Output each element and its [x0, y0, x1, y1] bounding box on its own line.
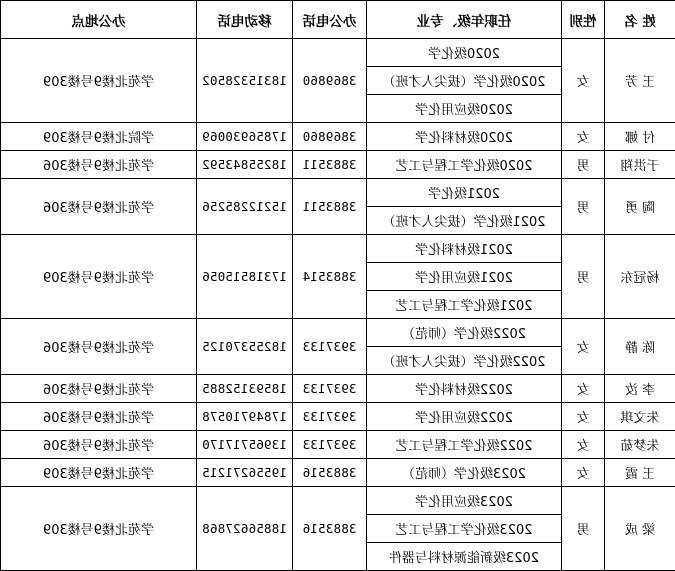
staff-mobile-phone: 17849710578	[197, 403, 293, 431]
header-major: 任职年级、专业	[367, 1, 562, 39]
staff-mobile-phone: 18593152885	[197, 375, 293, 403]
header-name: 姓 名	[605, 1, 675, 39]
table-row	[1, 319, 675, 347]
table-row	[1, 375, 675, 403]
header-mobile-phone: 移动电话	[197, 1, 293, 39]
table-row	[1, 459, 675, 487]
staff-gender: 男	[562, 179, 605, 235]
staff-gender: 女	[562, 123, 605, 151]
staff-office-location: 学苑北楼9号楼306	[1, 375, 197, 403]
staff-gender: 女	[562, 319, 605, 375]
staff-major: 2022级化学（拔尖人才班）	[367, 347, 562, 375]
staff-office-phone: 3937133	[293, 403, 367, 431]
staff-mobile-phone: 13965717170	[197, 431, 293, 459]
staff-gender: 女	[562, 375, 605, 403]
staff-office-phone: 3883516	[293, 487, 367, 571]
table-body	[1, 39, 675, 571]
staff-office-location: 学苑北楼9号楼306	[1, 403, 197, 431]
staff-name: 王 芳	[605, 39, 675, 123]
staff-name: 王 霞	[605, 459, 675, 487]
staff-name: 朱梦茹	[605, 431, 675, 459]
staff-office-location: 学苑北楼9号楼309	[1, 459, 197, 487]
staff-mobile-phone: 15212285256	[197, 179, 293, 235]
staff-gender: 男	[562, 151, 605, 179]
staff-gender: 男	[562, 487, 605, 571]
staff-office-phone: 3883511	[293, 151, 367, 179]
staff-major: 2021级化学工程与工艺	[367, 291, 562, 319]
staff-major: 2022级应用化学	[367, 403, 562, 431]
staff-major: 2022级材料化学	[367, 375, 562, 403]
table-row	[1, 123, 675, 151]
staff-office-location: 学苑北楼9号楼306	[1, 431, 197, 459]
staff-office-location: 学苑北楼9号楼309	[1, 487, 197, 571]
staff-office-phone: 3883514	[293, 235, 367, 319]
table-row	[1, 39, 675, 67]
staff-name: 陈 静	[605, 319, 675, 375]
staff-mobile-phone: 18315328502	[197, 39, 293, 123]
staff-name: 陶 勇	[605, 179, 675, 235]
staff-office-phone: 3937133	[293, 319, 367, 375]
staff-gender: 女	[562, 39, 605, 123]
staff-gender: 女	[562, 403, 605, 431]
staff-major: 2021级化学	[367, 179, 562, 207]
staff-office-phone: 3883516	[293, 459, 367, 487]
staff-mobile-phone: 17856930069	[197, 123, 293, 151]
staff-major: 2020级化学工程与工艺	[367, 151, 562, 179]
staff-office-location: 学苑北楼9号楼306	[1, 179, 197, 235]
table-row	[1, 403, 675, 431]
staff-office-phone: 3883511	[293, 179, 367, 235]
staff-mobile-phone: 17318515056	[197, 235, 293, 319]
staff-major: 2021级材料化学	[367, 235, 562, 263]
staff-mobile-phone: 18255843592	[197, 151, 293, 179]
staff-major: 2020级化学（拔尖人才班）	[367, 67, 562, 95]
staff-office-location: 学苑北楼9号楼309	[1, 235, 197, 319]
staff-office-phone: 3937133	[293, 431, 367, 459]
staff-name: 付 娜	[605, 123, 675, 151]
table-row	[1, 235, 675, 263]
table-row	[1, 179, 675, 207]
staff-name: 李 汝	[605, 375, 675, 403]
staff-office-location: 学苑北楼9号楼309	[1, 39, 197, 123]
staff-major: 2023级化学工程与工艺	[367, 515, 562, 543]
staff-office-phone: 3937133	[293, 375, 367, 403]
staff-major: 2022级化学工程与工艺	[367, 431, 562, 459]
staff-major: 2020级应用化学	[367, 95, 562, 123]
staff-mobile-phone: 18856627868	[197, 487, 293, 571]
staff-major: 2023级化学（师范）	[367, 459, 562, 487]
staff-mobile-phone: 19556271215	[197, 459, 293, 487]
header-office-phone: 办公电话	[293, 1, 367, 39]
table-row	[1, 487, 675, 515]
staff-gender: 男	[562, 235, 605, 319]
staff-major: 2022级化学（师范）	[367, 319, 562, 347]
staff-gender: 女	[562, 459, 605, 487]
staff-major: 2023级新能源材料与器件	[367, 543, 562, 571]
staff-office-phone: 3869860	[293, 39, 367, 123]
staff-name: 于洪翔	[605, 151, 675, 179]
staff-mobile-phone: 18255370125	[197, 319, 293, 375]
staff-office-location: 学苑北楼9号楼306	[1, 319, 197, 375]
staff-name: 杨冠东	[605, 235, 675, 319]
staff-major: 2020级材料化学	[367, 123, 562, 151]
staff-major: 2021级化学（拔尖人才班）	[367, 207, 562, 235]
header-office-location: 办公地点	[1, 1, 197, 39]
table-header-row	[1, 1, 675, 39]
staff-major: 2021级应用化学	[367, 263, 562, 291]
staff-gender: 女	[562, 431, 605, 459]
staff-office-location: 学苑北楼9号楼306	[1, 151, 197, 179]
header-gender: 性别	[562, 1, 605, 39]
staff-major: 2020级化学	[367, 39, 562, 67]
staff-major: 2023级应用化学	[367, 487, 562, 515]
staff-name: 朱文琪	[605, 403, 675, 431]
table-row	[1, 431, 675, 459]
staff-office-phone: 3869860	[293, 123, 367, 151]
table-row	[1, 151, 675, 179]
staff-office-location: 学院北楼9号楼309	[1, 123, 197, 151]
staff-name: 梁 成	[605, 487, 675, 571]
